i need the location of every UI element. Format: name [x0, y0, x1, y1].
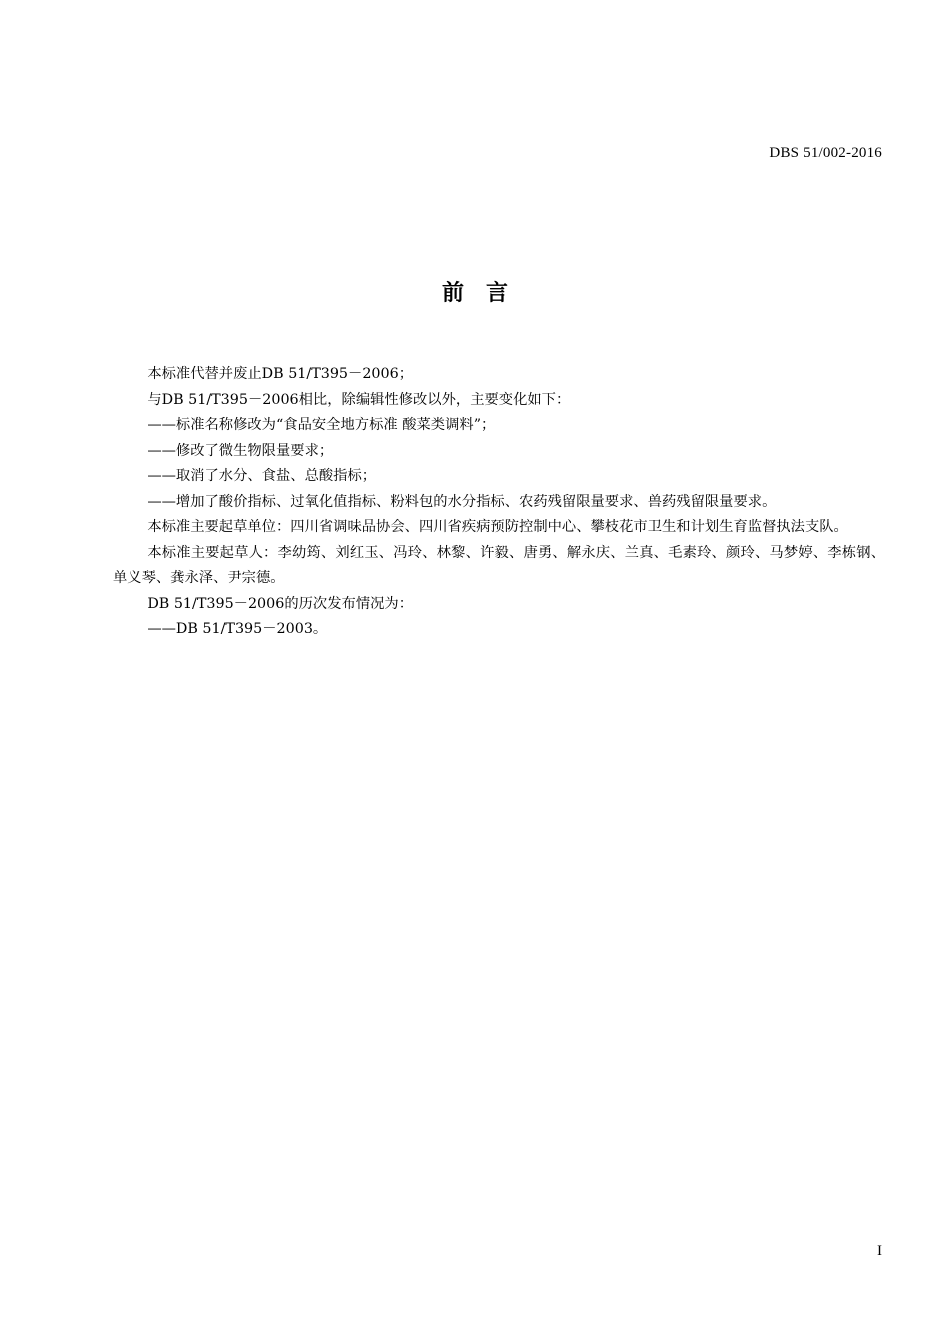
- paragraph-change-added: ——增加了酸价指标、过氧化值指标、粉料包的水分指标、农药残留限量要求、兽药残留限量要求。: [147, 493, 777, 510]
- paragraph-drafting-units: 本标准主要起草单位：四川省调味品协会、四川省疾病预防控制中心、攀枝花市卫生和计划生育监督执法支队。: [147, 519, 848, 535]
- paragraph-history-item: ——DB 51/T395－2003。: [147, 621, 328, 637]
- foreword-body: [113, 362, 885, 643]
- paragraph-change-name: ——标准名称修改为“食品安全地方标准 酸菜类调料”；: [147, 417, 496, 433]
- paragraph-drafters: 本标准主要起草人：李幼筠、刘红玉、冯玲、林黎、许毅、唐勇、解永庆、兰真、毛素玲、颜玲、马梦婷、李栋钢、单义琴、龚永泽、尹宗德。: [113, 544, 885, 586]
- page-number: I: [877, 1243, 882, 1259]
- paragraph-replacement-notice: 本标准代替并废止DB 51/T395－2006；: [147, 366, 414, 382]
- paragraph-history-intro: DB 51/T395－2006的历次发布情况为：: [147, 595, 414, 612]
- paragraph-change-removed: ——取消了水分、食盐、总酸指标；: [147, 468, 377, 484]
- paragraph-change-microbial: ——修改了微生物限量要求；: [147, 442, 334, 459]
- page-title: 前言: [441, 281, 530, 306]
- paragraph-changes-intro: 与DB 51/T395－2006相比，除编辑性修改以外，主要变化如下：: [147, 391, 571, 408]
- document-code: DBS 51/002-2016: [769, 145, 882, 161]
